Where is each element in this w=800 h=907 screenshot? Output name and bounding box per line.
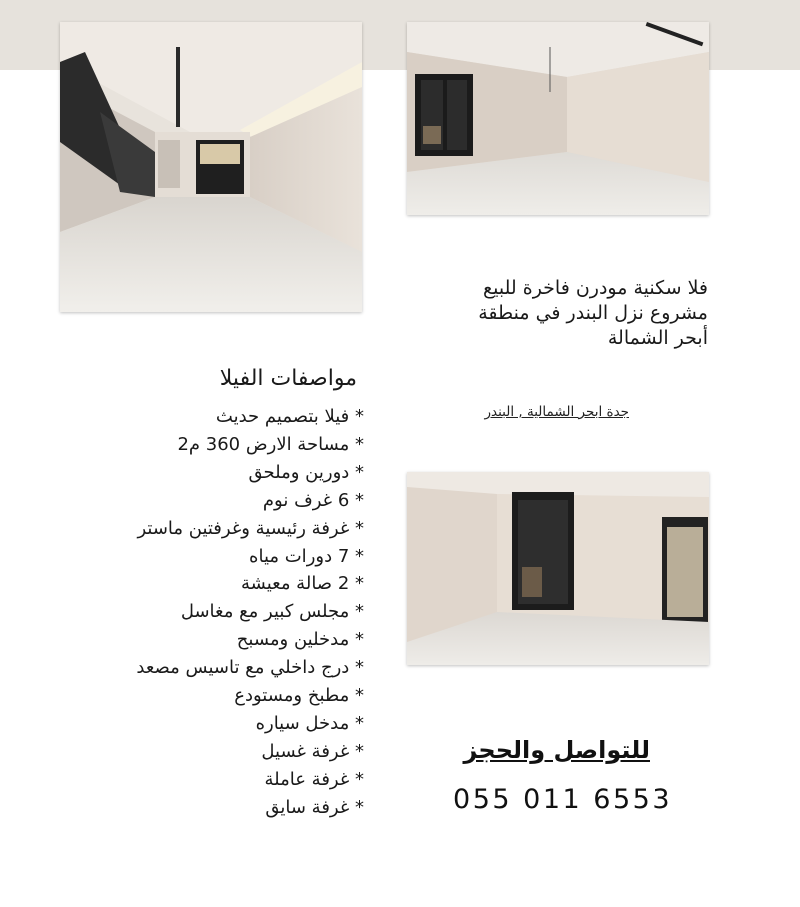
spec-item: * غرفة عاملة — [264, 768, 364, 790]
spec-item: * غرفة رئيسية وغرفتين ماستر — [137, 517, 364, 539]
headline-line-2: مشروع نزل البندر في منطقة — [478, 302, 708, 324]
spec-item: * مساحة الارض 360 م2 — [177, 433, 364, 455]
contact-label: للتواصل والحجز — [463, 736, 650, 764]
photo-room-tall-windows — [407, 472, 709, 665]
headline — [388, 276, 708, 351]
phone-number[interactable]: 055 011 6553 — [453, 784, 672, 815]
location-text: جدة ابحر الشمالية , البندر — [484, 404, 629, 420]
spec-item: * فيلا بتصميم حديث — [215, 406, 364, 427]
spec-item: * مجلس كبير مع مغاسل — [180, 601, 364, 623]
photo-living-hall — [60, 22, 362, 312]
spec-item: * 2 صالة معيشة — [241, 573, 364, 595]
spec-item: * مدخل سياره — [255, 712, 364, 734]
spec-item: * 6 غرف نوم — [262, 489, 364, 511]
photo-room-window — [407, 22, 709, 215]
spec-item: * درج داخلي مع تاسيس مصعد — [136, 657, 364, 679]
spec-item: * 7 دورات مياه — [249, 545, 364, 567]
spec-item: * غرفة غسيل — [261, 740, 364, 762]
spec-item: * دورين وملحق — [248, 461, 364, 483]
spec-item: * مطبخ ومستودع — [234, 685, 364, 707]
specs-list — [136, 403, 364, 822]
headline-line-3: أبحر الشمالة — [607, 327, 708, 349]
spec-item: * غرفة سايق — [265, 796, 364, 818]
headline-line-1: فلا سكنية مودرن فاخرة للبيع — [483, 277, 708, 299]
spec-item: * مدخلين ومسبح — [236, 629, 364, 651]
specs-title: مواصفات الفيلا — [219, 366, 357, 391]
